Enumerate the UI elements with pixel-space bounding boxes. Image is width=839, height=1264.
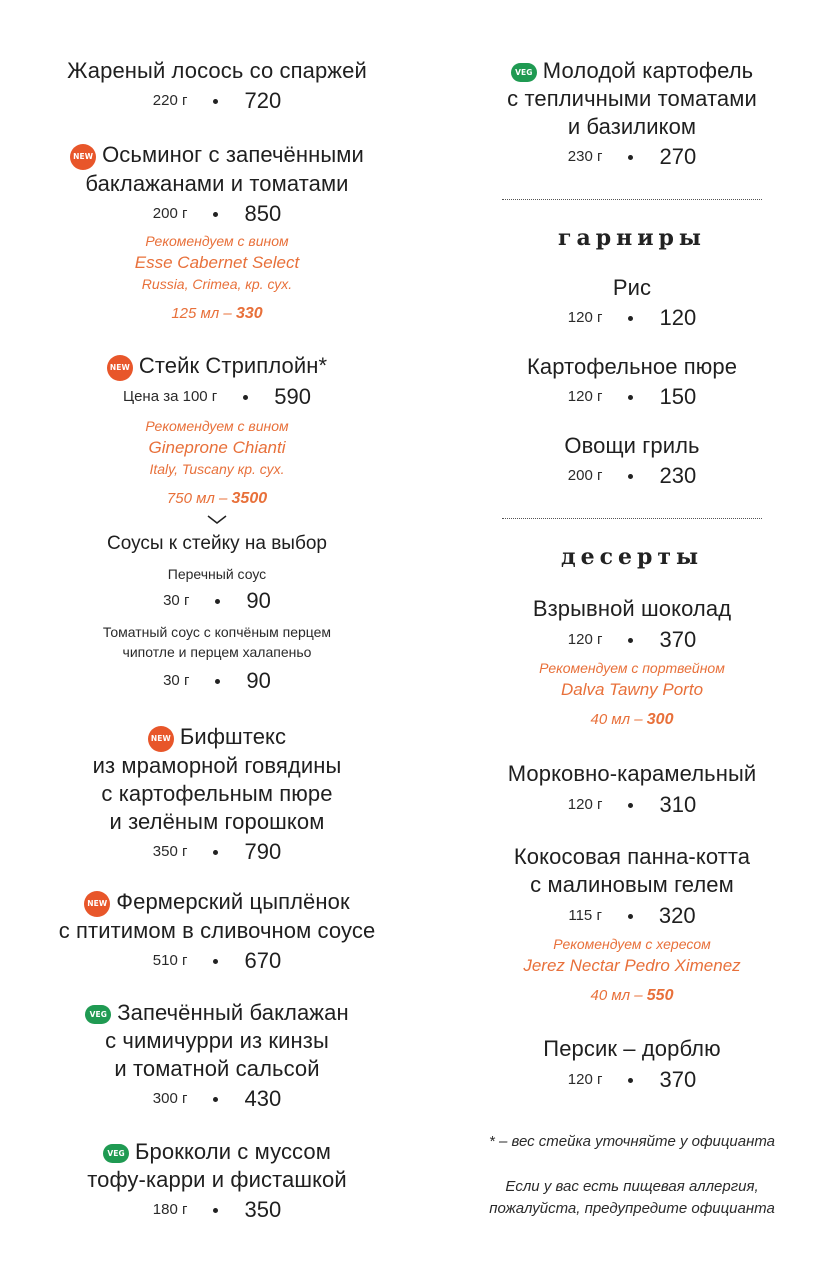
separator-dot — [213, 959, 218, 964]
dish-price: 430 — [244, 1086, 282, 1111]
dish-title: Запечённый баклажан — [117, 1000, 349, 1025]
dish-title: Картофельное пюре — [526, 354, 738, 379]
wine-price-value: 550 — [646, 987, 674, 1004]
sauce-name: чипотле и перцем халапеньо — [122, 644, 312, 660]
dish-meta — [0, 948, 434, 974]
dish-price: 150 — [659, 384, 697, 409]
dish-meta — [0, 384, 434, 410]
dish-weight: 200 г — [152, 205, 188, 222]
dish-weight: 510 г — [152, 952, 188, 969]
dish-price: 850 — [244, 201, 282, 226]
dish-price: 370 — [659, 1067, 697, 1092]
sauce-price: 90 — [246, 588, 271, 613]
dotted-divider — [502, 518, 762, 519]
separator-dot — [628, 155, 633, 160]
dish-meta — [462, 144, 802, 170]
veg-badge-icon: VEG — [103, 1144, 129, 1163]
wine-volume: 125 мл – — [171, 305, 236, 322]
menu-item-broccoli — [0, 1138, 434, 1223]
sauce-meta — [0, 588, 434, 614]
dish-title: Взрывной шоколад — [532, 596, 732, 621]
dish-title: Стейк Стриплойн* — [138, 353, 328, 378]
dish-title: Бифштекс — [179, 724, 287, 749]
dish-price: 320 — [658, 903, 696, 928]
separator-dot — [213, 1097, 218, 1102]
dish-price: 310 — [659, 792, 697, 817]
dish-title: с малиновым гелем — [530, 872, 734, 897]
dish-title: из мраморной говядины — [92, 753, 342, 778]
menu-item-young-potato — [462, 57, 802, 170]
wine-price — [462, 709, 802, 731]
wine-name: Esse Cabernet Select — [134, 253, 300, 272]
dish-title: и зелёным горошком — [109, 809, 325, 834]
dish-meta — [462, 1067, 802, 1093]
dish-title: Рис — [612, 275, 652, 300]
dish-title: Осьминог с запечёнными — [102, 142, 364, 167]
wine-name: Jerez Nectar Pedro Ximenez — [523, 956, 741, 975]
menu-item-steak — [0, 352, 434, 510]
separator-dot — [213, 850, 218, 855]
dish-weight: 230 г — [567, 148, 603, 165]
wine-price-value: 330 — [235, 305, 263, 322]
dish-title: баклажанами и томатами — [85, 171, 349, 196]
dish-weight: 200 г — [567, 467, 603, 484]
separator-dot — [628, 638, 633, 643]
separator-dot — [213, 1208, 218, 1213]
new-badge-icon: NEW — [148, 726, 174, 752]
dish-title: с картофельным пюре — [101, 781, 333, 806]
menu-item-pannacotta — [462, 843, 802, 1007]
separator-dot — [628, 474, 633, 479]
sauces-block — [0, 514, 434, 694]
wine-pairing — [462, 934, 802, 1007]
wine-price — [0, 488, 434, 510]
dish-weight: 300 г — [152, 1090, 188, 1107]
dish-title: Жареный лосось со спаржей — [67, 58, 367, 83]
dish-meta — [462, 463, 802, 489]
wine-pairing — [0, 231, 434, 325]
dish-price: 670 — [244, 948, 282, 973]
menu-item-salmon — [0, 57, 434, 114]
menu-item-eggplant — [0, 999, 434, 1112]
sauce-weight: 30 г — [163, 672, 190, 689]
dish-meta — [462, 384, 802, 410]
dish-weight: 220 г — [152, 92, 188, 109]
wine-name: Ginepronе Chianti — [148, 438, 286, 457]
separator-dot — [628, 316, 633, 321]
veg-badge-icon: VEG — [511, 63, 537, 82]
dish-price: 370 — [659, 627, 697, 652]
dish-price: 270 — [659, 144, 697, 169]
dish-weight: 120 г — [567, 796, 603, 813]
dish-meta — [0, 1086, 434, 1112]
menu-item-puree — [462, 353, 802, 410]
wine-volume: 40 мл – — [590, 711, 647, 728]
dish-weight: 115 г — [568, 907, 602, 924]
separator-dot — [243, 395, 248, 400]
menu-item-peach — [462, 1035, 802, 1093]
menu-item-beefsteak — [0, 723, 434, 865]
wine-volume: 750 мл – — [166, 490, 232, 507]
dish-title: Брокколи с муссом — [135, 1139, 331, 1164]
dish-price: 720 — [244, 88, 282, 113]
dish-meta — [0, 1197, 434, 1223]
wine-price-value: 300 — [646, 711, 674, 728]
dish-title: Фермерский цыплёнок — [116, 889, 350, 914]
footnote-line: пожалуйста, предупредите официанта — [489, 1200, 775, 1217]
sauces-heading: Соусы к стейку на выбор — [107, 533, 327, 554]
sauce-weight: 30 г — [163, 592, 190, 609]
footnote-allergy — [422, 1176, 839, 1220]
menu-item-rice — [462, 274, 802, 331]
dish-weight: 120 г — [567, 388, 603, 405]
dish-title: Овощи гриль — [564, 433, 700, 458]
dish-weight: 120 г — [567, 309, 603, 326]
dish-title: Морковно-карамельный — [507, 761, 757, 786]
dish-price: 790 — [244, 839, 282, 864]
wine-origin: Russia, Crimea, кр. сух. — [141, 276, 293, 292]
dish-price: 590 — [274, 384, 311, 409]
dish-title: тофу-карри и фисташкой — [87, 1167, 347, 1192]
dish-title: Кокосовая панна-котта — [513, 844, 751, 869]
dish-meta — [462, 792, 802, 818]
separator-dot — [215, 679, 220, 684]
dish-title: с птитимом в сливочном соусе — [58, 918, 376, 943]
dish-meta — [462, 305, 802, 331]
menu-item-chicken — [0, 888, 434, 974]
menu-item-grill — [462, 432, 802, 489]
dish-meta — [462, 903, 802, 929]
sauce-name: Томатный соус с копчёным перцем — [102, 624, 332, 640]
wine-note: Рекомендуем с вином — [145, 418, 289, 434]
new-badge-icon: NEW — [84, 891, 110, 917]
new-badge-icon: NEW — [70, 144, 96, 170]
wine-note: Рекомендуем с хересом — [553, 936, 711, 952]
dish-title: с тепличными томатами — [507, 86, 757, 111]
separator-dot — [628, 803, 633, 808]
separator-dot — [215, 599, 220, 604]
dotted-divider — [502, 199, 762, 200]
dish-meta — [462, 627, 802, 653]
section-heading-desserts: десерты — [560, 544, 704, 570]
dish-meta — [0, 88, 434, 114]
menu-item-octopus — [0, 141, 434, 325]
menu-item-chocolate — [462, 595, 802, 731]
dish-title: с чимичурри из кинзы — [105, 1028, 329, 1053]
sauce-name: Перечный соус — [167, 566, 267, 582]
dish-weight: 180 г — [152, 1201, 188, 1218]
dish-title: и томатной сальсой — [114, 1056, 320, 1081]
dish-price: 120 — [659, 305, 697, 330]
wine-volume: 40 мл – — [590, 987, 647, 1004]
wine-price-value: 3500 — [231, 490, 268, 507]
dish-meta — [0, 839, 434, 865]
footnote-steak: * – вес стейка уточняйте у официанта — [488, 1133, 776, 1150]
separator-dot — [628, 914, 633, 919]
dish-title: и базиликом — [567, 114, 697, 139]
dish-price: 230 — [659, 463, 697, 488]
dish-price: 350 — [244, 1197, 282, 1222]
sauce-price: 90 — [246, 668, 271, 693]
dish-title: Молодой картофель — [542, 58, 754, 83]
wine-pairing — [0, 416, 434, 510]
wine-note: Рекомендуем с вином — [145, 233, 289, 249]
dish-meta — [0, 201, 434, 227]
chevron-down-icon — [206, 514, 228, 526]
separator-dot — [628, 1078, 633, 1083]
wine-price — [0, 303, 434, 325]
separator-dot — [213, 99, 218, 104]
veg-badge-icon: VEG — [85, 1005, 111, 1024]
wine-pairing — [462, 658, 802, 731]
dish-weight: 120 г — [567, 631, 603, 648]
dish-weight: 350 г — [152, 843, 188, 860]
section-heading-sides: гарниры — [558, 225, 706, 251]
footnote-line: Если у вас есть пищевая аллергия, — [505, 1178, 759, 1195]
separator-dot — [213, 212, 218, 217]
wine-name: Dalva Tawny Porto — [560, 680, 704, 699]
wine-origin: Italy, Tuscany кр. сух. — [149, 461, 285, 477]
wine-note: Рекомендуем с портвейном — [539, 660, 725, 676]
wine-price — [462, 985, 802, 1007]
menu-item-carrot — [462, 760, 802, 818]
dish-weight: Цена за 100 г — [122, 388, 218, 405]
sauce-meta — [0, 668, 434, 694]
dish-weight: 120 г — [567, 1071, 603, 1088]
dish-title: Персик – дорблю — [543, 1036, 721, 1061]
separator-dot — [628, 395, 633, 400]
new-badge-icon: NEW — [107, 355, 133, 381]
